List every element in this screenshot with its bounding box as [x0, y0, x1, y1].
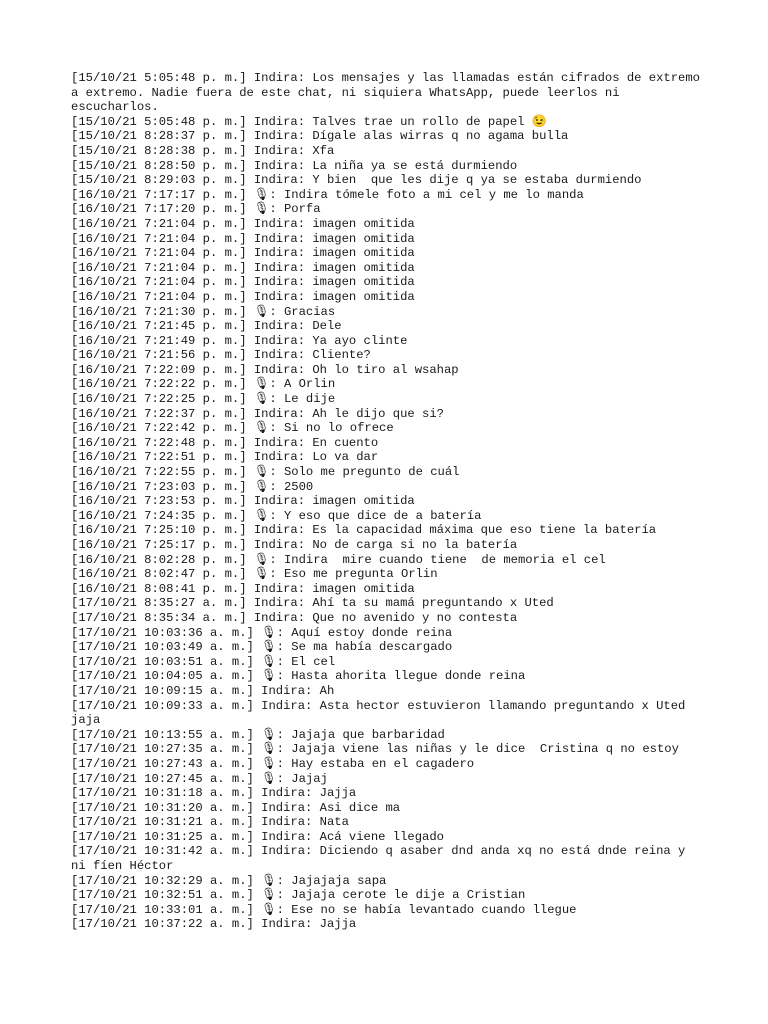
chat-message-line: [17/10/21 10:31:20 a. m.] Indira: Asi dice ma: [71, 800, 401, 815]
chat-message-line: [15/10/21 8:28:38 p. m.] Indira: Xfa: [71, 143, 335, 158]
chat-message-line: [17/10/21 10:31:21 a. m.] Indira: Nata: [71, 815, 349, 830]
chat-message-line: [17/10/21 8:35:27 a. m.] Indira: Ahí ta su mamá preguntando x Uted: [71, 596, 554, 611]
chat-message-line: [16/10/21 7:25:10 p. m.] Indira: Es la capacidad máxima que eso tiene la batería: [71, 523, 657, 538]
chat-message-line: [16/10/21 7:22:09 p. m.] Indira: Oh lo tiro al wsahap: [71, 362, 459, 377]
chat-message-line: [16/10/21 7:22:22 p. m.] 🎙: A Orlin: [71, 377, 336, 392]
chat-transcript: [71, 71, 708, 932]
chat-message-line: [15/10/21 8:29:03 p. m.] Indira: Y bien que les dije q ya se estaba durmiendo: [71, 173, 642, 188]
chat-message-line: [16/10/21 7:21:04 p. m.] Indira: imagen omitida: [71, 275, 415, 290]
chat-message-line: [17/10/21 10:32:51 a. m.] 🎙: Jajaja cerote le dije a Cristian: [71, 888, 526, 903]
chat-message-line: [17/10/21 10:03:49 a. m.] 🎙: Se ma había descargado: [71, 640, 453, 655]
chat-message-line: [15/10/21 8:28:50 p. m.] Indira: La niña ya se está durmiendo: [71, 158, 518, 173]
chat-message-line: [17/10/21 10:27:43 a. m.] 🎙: Hay estaba en el cagadero: [71, 756, 475, 771]
chat-message-line: [16/10/21 7:22:42 p. m.] 🎙: Si no lo ofrece: [71, 421, 394, 436]
chat-message-line: [17/10/21 10:31:18 a. m.] Indira: Jajja: [71, 786, 357, 801]
chat-message-line: [17/10/21 10:31:25 a. m.] Indira: Acá viene llegado: [71, 829, 444, 844]
chat-message-line: [17/10/21 10:09:33 a. m.] Indira: Asta hector estuvieron llamando preguntando x Uted jaja: [71, 698, 693, 728]
chat-message-line: [16/10/21 8:02:28 p. m.] 🎙: Indira mire cuando tiene de memoria el cel: [71, 552, 606, 567]
chat-message-line: [16/10/21 7:25:17 p. m.] Indira: No de carga si no la batería: [71, 538, 518, 552]
chat-message-line: [16/10/21 7:22:25 p. m.] 🎙: Le dije: [71, 392, 336, 407]
chat-message-line: [16/10/21 7:21:30 p. m.] 🎙: Gracias: [71, 304, 336, 319]
chat-message-line: [16/10/21 7:21:04 p. m.] Indira: imagen omitida: [71, 216, 415, 231]
chat-message-line: [16/10/21 7:17:20 p. m.] 🎙: Porfa: [71, 202, 321, 217]
chat-message-line: [17/10/21 10:13:55 a. m.] 🎙: Jajaja que barbaridad: [71, 727, 445, 742]
chat-message-line: [16/10/21 7:21:04 p. m.] Indira: imagen omitida: [71, 246, 415, 261]
chat-message-line: [16/10/21 7:21:56 p. m.] Indira: Cliente?: [71, 348, 371, 363]
chat-message-line: [16/10/21 8:02:47 p. m.] 🎙: Eso me pregunta Orlin: [71, 567, 438, 582]
chat-message-line: [17/10/21 10:27:35 a. m.] 🎙: Jajaja viene las niñas y le dice Cristina q no estoy: [71, 742, 679, 757]
chat-message-line: [17/10/21 10:33:01 a. m.] 🎙: Ese no se había levantado cuando llegue: [71, 902, 577, 917]
chat-message-line: [16/10/21 7:21:04 p. m.] Indira: imagen omitida: [71, 289, 415, 304]
chat-message-line: [16/10/21 7:22:37 p. m.] Indira: Ah le dijo que si?: [71, 406, 444, 421]
chat-message-line: [17/10/21 10:31:42 a. m.] Indira: Diciendo q asaber dnd anda xq no está dnde reina y ni fíen Héctor: [71, 844, 693, 874]
chat-message-line: [16/10/21 7:17:17 p. m.] 🎙: Indira tómele foto a mi cel y me lo manda: [71, 187, 584, 202]
chat-message-line: [16/10/21 8:08:41 p. m.] Indira: imagen omitida: [71, 581, 415, 596]
chat-message-line: [17/10/21 10:27:45 a. m.] 🎙: Jajaj: [71, 771, 328, 786]
chat-message-line: [15/10/21 8:28:37 p. m.] Indira: Dígale alas wirras q no agama bulla: [71, 129, 569, 144]
chat-message-line: [17/10/21 10:37:22 a. m.] Indira: Jajja: [71, 917, 357, 932]
chat-message-line: [15/10/21 5:05:48 p. m.] Indira: Talves trae un rollo de papel 😉: [71, 114, 547, 129]
chat-message-line: [17/10/21 8:35:34 a. m.] Indira: Que no avenido y no contesta: [71, 610, 518, 625]
chat-message-line: [16/10/21 7:21:04 p. m.] Indira: imagen omitida: [71, 231, 415, 246]
chat-message-line: [16/10/21 7:23:03 p. m.] 🎙: 2500: [71, 479, 314, 494]
chat-message-line: [16/10/21 7:21:04 p. m.] Indira: imagen omitida: [71, 260, 415, 275]
chat-message-line: [16/10/21 7:21:49 p. m.] Indira: Ya ayo clinte: [71, 333, 408, 348]
chat-message-line: [16/10/21 7:21:45 p. m.] Indira: Dele: [71, 319, 342, 334]
chat-message-line: [17/10/21 10:32:29 a. m.] 🎙: Jajajaja sapa: [71, 873, 387, 888]
chat-message-line: [15/10/21 5:05:48 p. m.] Indira: Los mensajes y las llamadas están cifrados de extremo a extremo. Nadie fuera de este chat, ni siquiera WhatsApp, puede leerlos ni escucharlos.: [71, 71, 708, 115]
chat-message-line: [16/10/21 7:24:35 p. m.] 🎙: Y eso que dice de a batería: [71, 508, 482, 523]
chat-message-line: [16/10/21 7:22:55 p. m.] 🎙: Solo me pregunto de cuál: [71, 465, 460, 480]
chat-message-line: [17/10/21 10:03:51 a. m.] 🎙: El cel: [71, 654, 336, 669]
chat-message-line: [16/10/21 7:22:51 p. m.] Indira: Lo va dar: [71, 450, 379, 465]
chat-message-line: [17/10/21 10:09:15 a. m.] Indira: Ah: [71, 683, 335, 698]
chat-message-line: [17/10/21 10:03:36 a. m.] 🎙: Aquí estoy donde reina: [71, 625, 453, 640]
chat-message-line: [16/10/21 7:23:53 p. m.] Indira: imagen omitida: [71, 494, 415, 509]
chat-message-line: [17/10/21 10:04:05 a. m.] 🎙: Hasta ahorita llegue donde reina: [71, 669, 526, 684]
chat-message-line: [16/10/21 7:22:48 p. m.] Indira: En cuento: [71, 435, 379, 450]
